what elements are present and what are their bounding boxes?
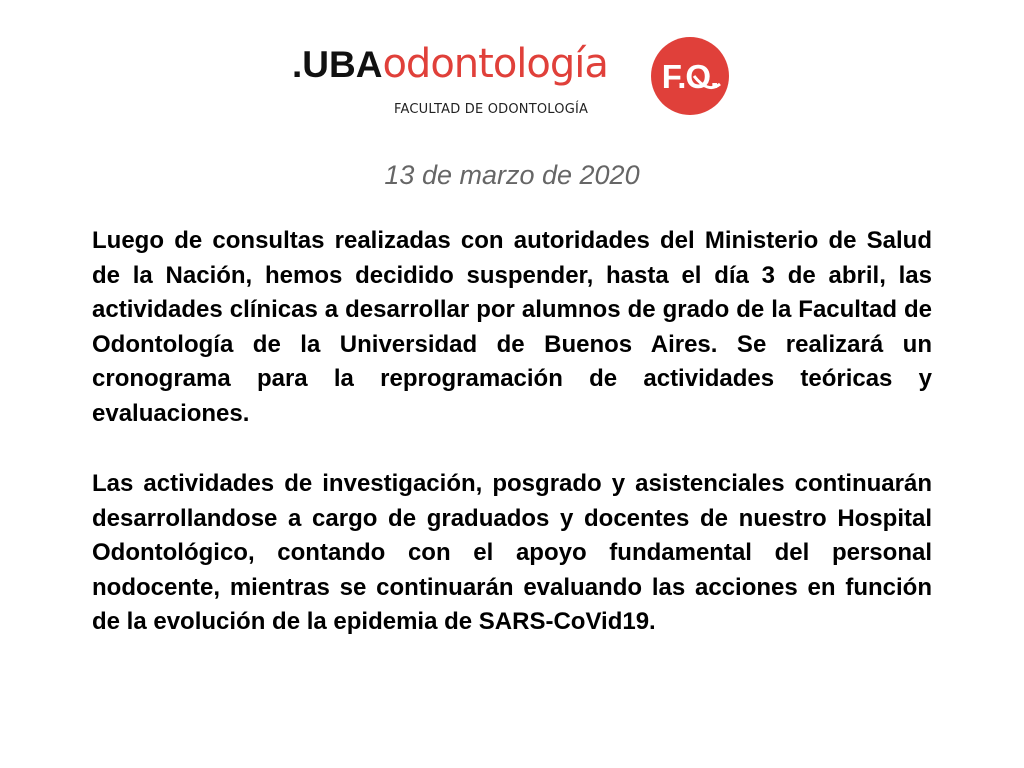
logo-name: odontología	[382, 41, 608, 87]
paragraph-2: Las actividades de investigación, posgrado y asistenciales continuarán desarrollandose a cargo de graduados y docentes de nuestro Hospital Odontológico, contando con el apoyo fundamental del personal nodocente, mientras se continuarán evaluando las acciones en función de la evolución de la epidemia de SARS-CoVid19.	[92, 470, 932, 635]
announcement-body	[92, 224, 932, 676]
faculty-logo	[292, 36, 752, 126]
svg-text:F.O.: F.O.	[661, 58, 719, 95]
document-date: 13 de marzo de 2020	[384, 160, 640, 190]
logo-prefix: .UBA	[292, 44, 383, 85]
faculty-seal-icon	[650, 36, 730, 116]
logo-subtitle: FACULTAD DE ODONTOLOGÍA	[394, 102, 589, 117]
logo-wordmark	[292, 41, 608, 87]
paragraph-1: Luego de consultas realizadas con autoridades del Ministerio de Salud de la Nación, hemos decidido suspender, hasta el día 3 de abril, las actividades clínicas a desarrollar por alumnos de grado de la Facultad de Odontología de la Universidad de Buenos Aires. Se realizará un cronograma para la reprogramación de actividades teóricas y evaluaciones.	[92, 227, 932, 427]
